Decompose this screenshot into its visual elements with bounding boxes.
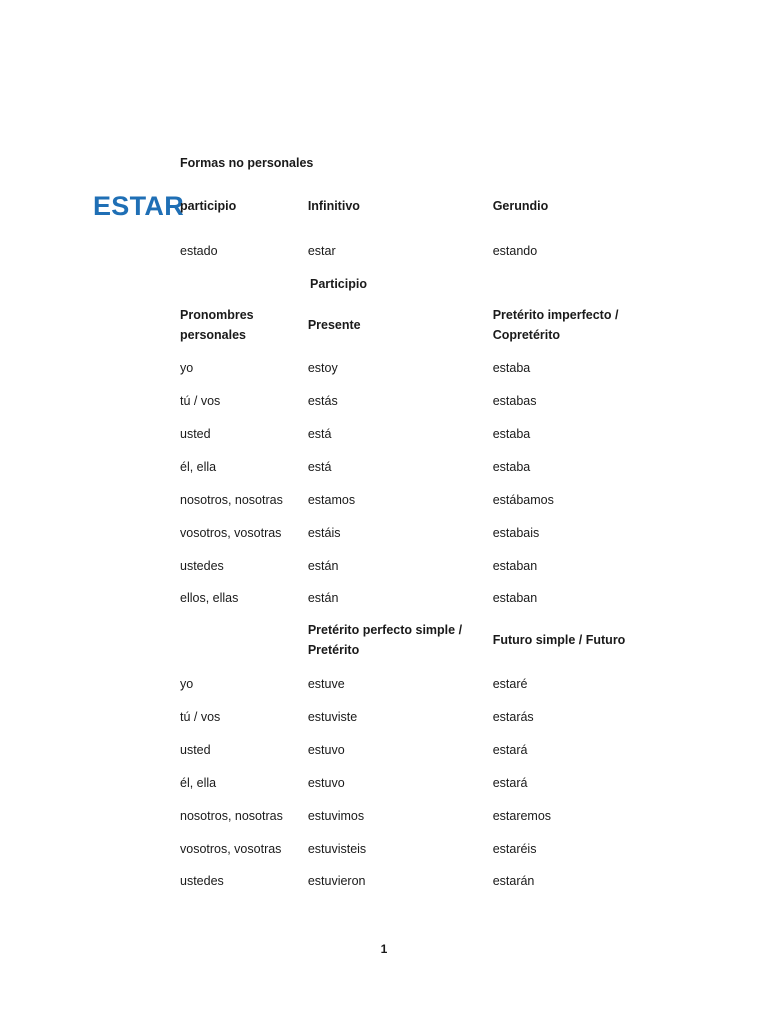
- header-presente: Presente: [307, 318, 361, 332]
- header-infinitivo: Infinitivo: [307, 199, 360, 213]
- header-participio: participio: [180, 199, 237, 213]
- futuro-cell: estaremos: [492, 809, 552, 823]
- presente-cell: estáis: [307, 526, 341, 540]
- table-row: [180, 588, 650, 608]
- page-number: 1: [380, 942, 388, 956]
- preterito-cell: estuvo: [307, 776, 345, 790]
- presente-cell: estoy: [307, 361, 338, 375]
- imperfecto-cell: estaba: [492, 460, 531, 474]
- table-row: [180, 871, 650, 891]
- table-row: [180, 839, 650, 859]
- pronoun-cell: él, ella: [180, 776, 217, 790]
- value-infinitivo: estar: [307, 244, 336, 258]
- imperfecto-cell: estaba: [492, 427, 531, 441]
- imperfecto-cell: estabais: [492, 526, 540, 540]
- pronoun-cell: usted: [180, 743, 211, 757]
- table-row: [180, 391, 650, 411]
- pronoun-cell: usted: [180, 427, 211, 441]
- preterito-cell: estuvieron: [307, 874, 366, 888]
- table-row: [180, 740, 650, 760]
- pronoun-cell: yo: [180, 361, 194, 375]
- pronoun-cell: ustedes: [180, 874, 224, 888]
- header-pronombres: Pronombres personales: [180, 308, 254, 342]
- presente-cell: está: [307, 427, 332, 441]
- preterito-cell: estuve: [307, 677, 345, 691]
- futuro-cell: estaré: [492, 677, 528, 691]
- participio-label: Participio: [310, 277, 367, 291]
- presente-cell: está: [307, 460, 332, 474]
- futuro-cell: estará: [492, 776, 528, 790]
- value-participio: estado: [180, 244, 218, 258]
- header-gerundio: Gerundio: [492, 199, 549, 213]
- table-row: [180, 358, 650, 378]
- imperfecto-cell: estabas: [492, 394, 537, 408]
- presente-cell: estás: [307, 394, 338, 408]
- value-gerundio: estando: [492, 244, 538, 258]
- table-row: [180, 674, 650, 694]
- pronoun-cell: yo: [180, 677, 194, 691]
- presente-cell: estamos: [307, 493, 356, 507]
- pronoun-cell: ellos, ellas: [180, 591, 239, 605]
- futuro-cell: estarás: [492, 710, 534, 724]
- table-row: [180, 523, 650, 543]
- futuro-cell: estará: [492, 743, 528, 757]
- table-row: [180, 424, 650, 444]
- futuro-cell: estarán: [492, 874, 535, 888]
- imperfecto-cell: estaban: [492, 559, 538, 573]
- pronoun-cell: nosotros, nosotras: [180, 809, 283, 823]
- non-personal-forms-heading: Formas no personales: [180, 156, 314, 170]
- pronoun-cell: vosotros, vosotras: [180, 842, 282, 856]
- verb-title: ESTAR: [93, 191, 185, 221]
- preterito-cell: estuvo: [307, 743, 345, 757]
- preterito-cell: estuviste: [307, 710, 358, 724]
- pronoun-cell: ustedes: [180, 559, 224, 573]
- table-row: [180, 773, 650, 793]
- indicative-2-header-row: [180, 620, 650, 660]
- indicative-1-header-row: [180, 305, 650, 345]
- preterito-cell: estuvisteis: [307, 842, 367, 856]
- pronoun-cell: nosotros, nosotras: [180, 493, 283, 507]
- non-personal-values-row: [180, 241, 650, 261]
- table-row: [180, 806, 650, 826]
- pronoun-cell: vosotros, vosotras: [180, 526, 282, 540]
- header-futuro-simple: Futuro simple / Futuro: [492, 633, 626, 647]
- imperfecto-cell: estaban: [492, 591, 538, 605]
- presente-cell: están: [307, 559, 339, 573]
- pronoun-cell: tú / vos: [180, 394, 221, 408]
- imperfecto-cell: estaba: [492, 361, 531, 375]
- table-row: [180, 457, 650, 477]
- table-row: [180, 707, 650, 727]
- preterito-cell: estuvimos: [307, 809, 365, 823]
- participio-label-row: [180, 274, 650, 294]
- pronoun-cell: él, ella: [180, 460, 217, 474]
- table-row: [180, 490, 650, 510]
- header-preterito-perfecto: Pretérito perfecto simple / Pretérito: [307, 623, 463, 657]
- non-personal-header-row: [180, 196, 650, 216]
- imperfecto-cell: estábamos: [492, 493, 554, 507]
- presente-cell: están: [307, 591, 339, 605]
- header-preterito-imperfecto: Pretérito imperfecto / Copretérito: [492, 308, 619, 342]
- futuro-cell: estaréis: [492, 842, 537, 856]
- table-row: [180, 556, 650, 576]
- pronoun-cell: tú / vos: [180, 710, 221, 724]
